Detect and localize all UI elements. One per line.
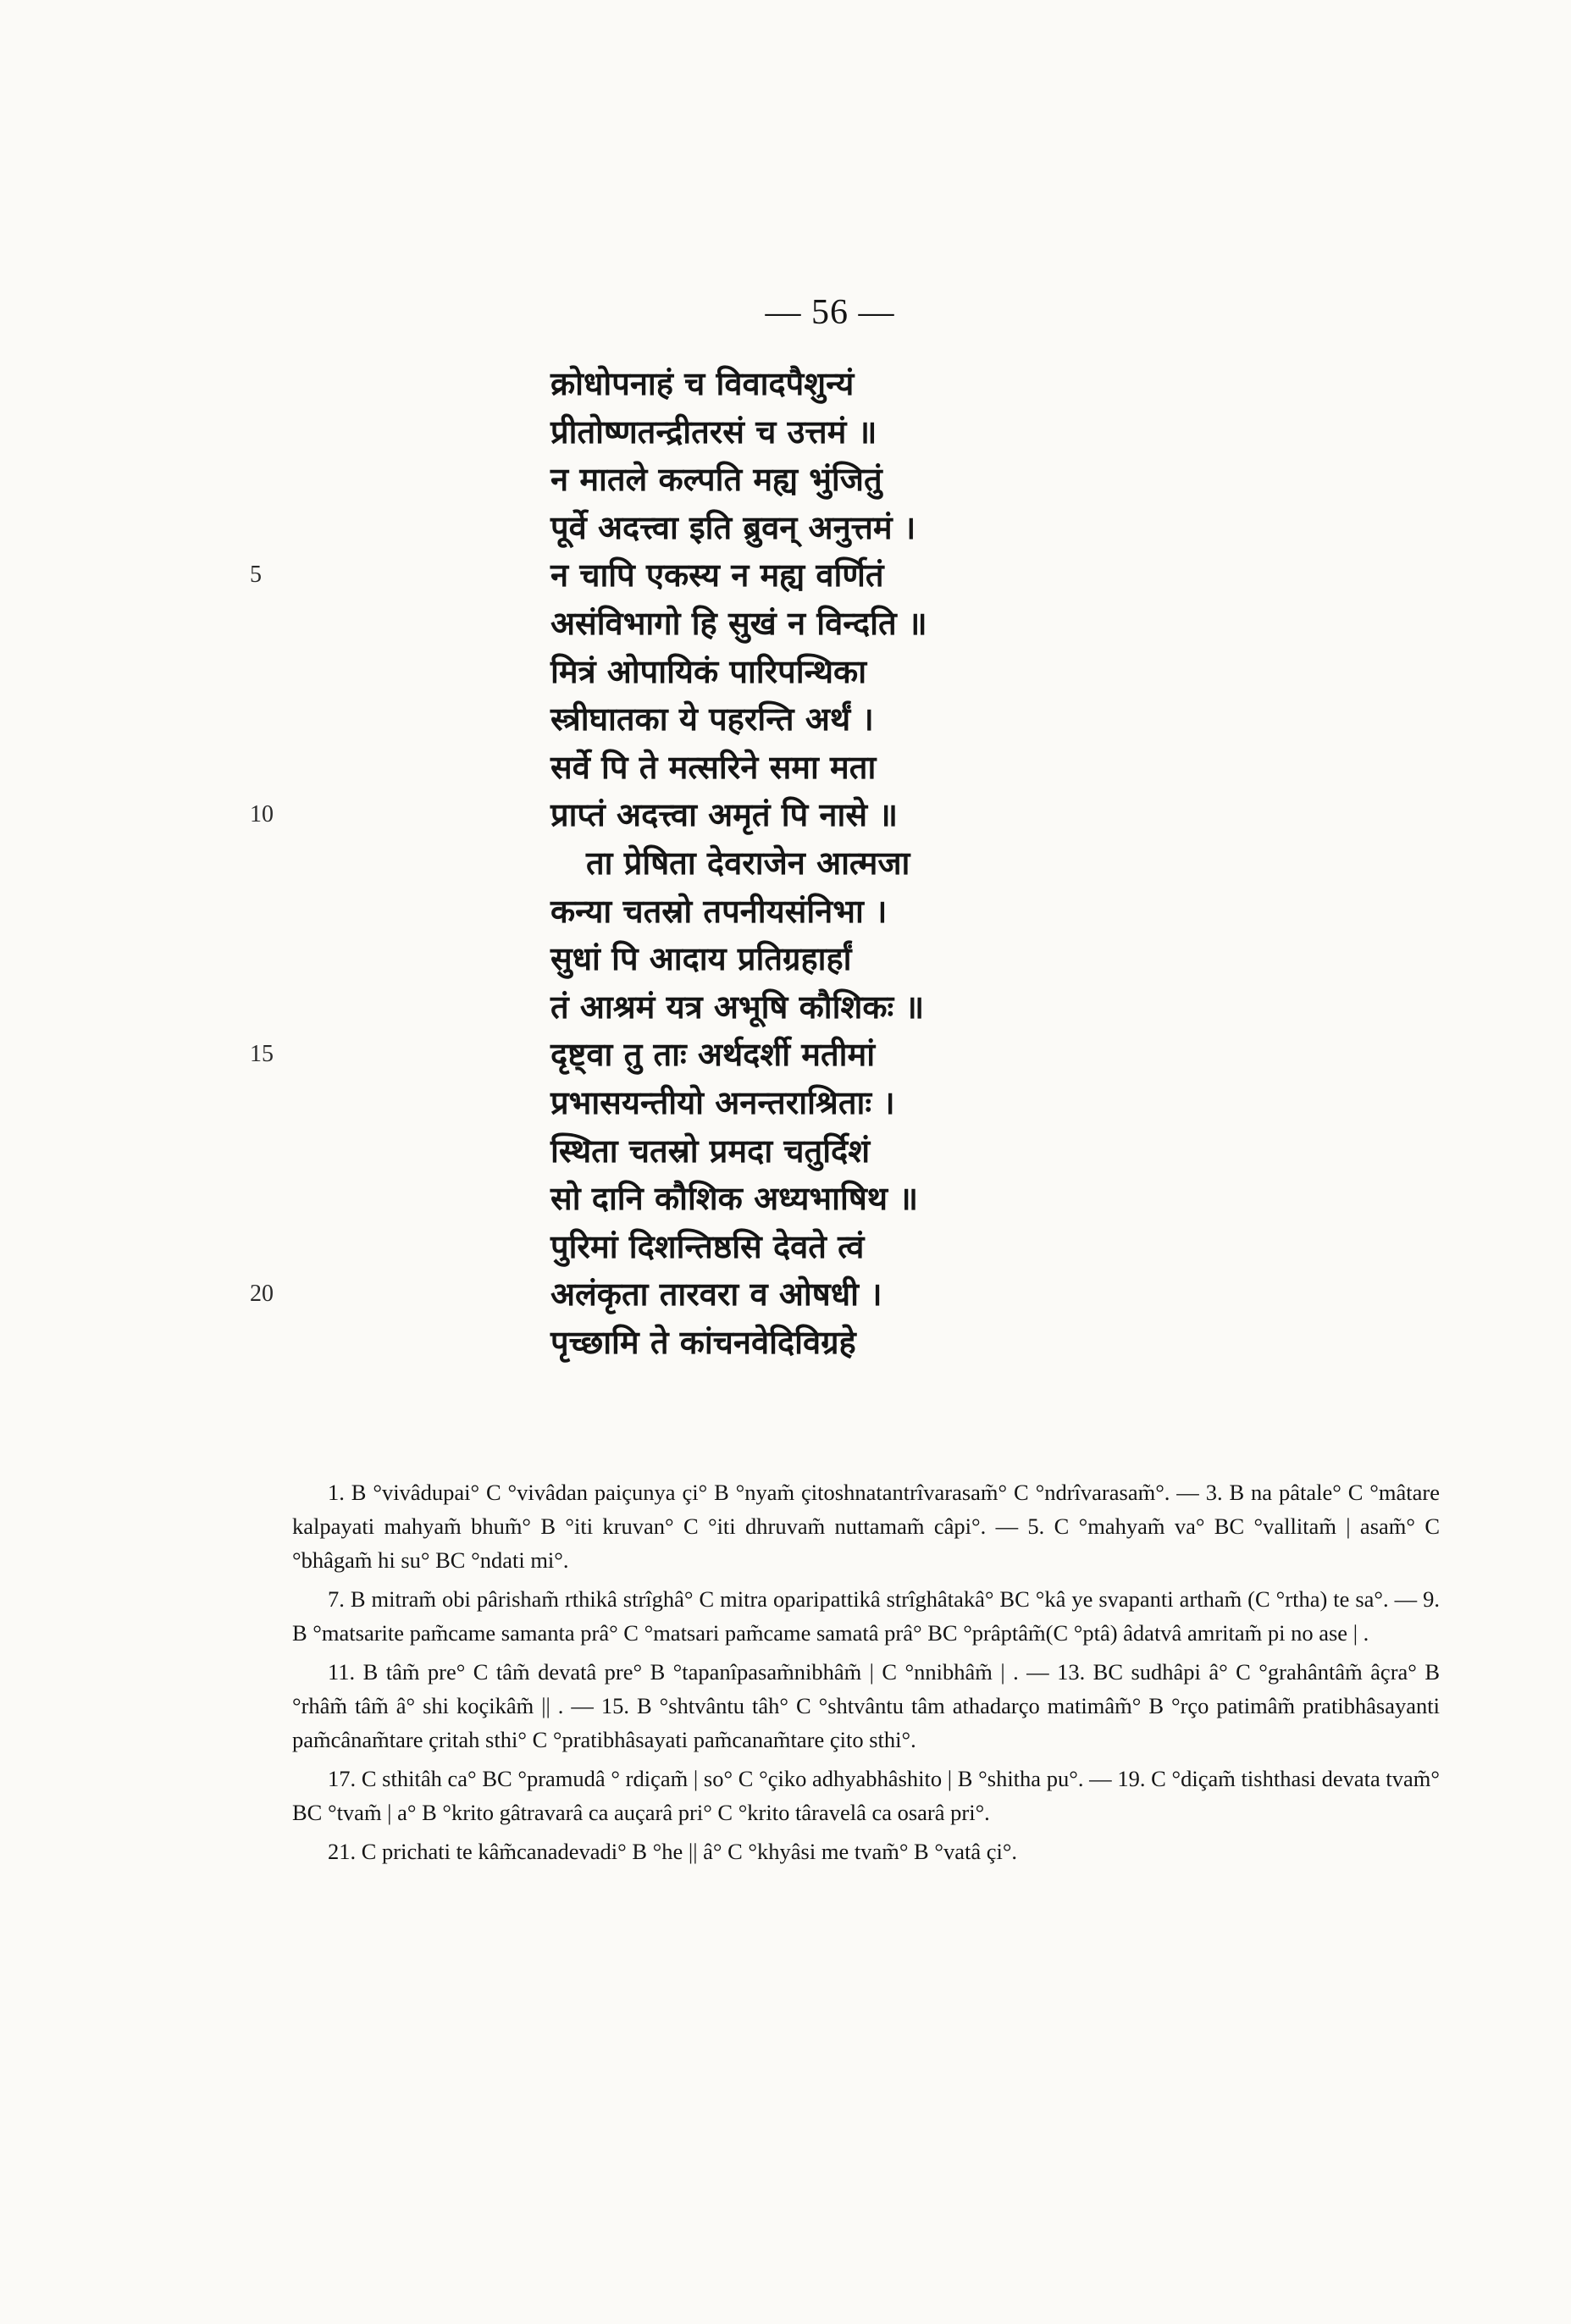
footnote: 11. B tâm̃ pre° C tâm̃ devatâ pre° B °tapanîpasam̃nibhâm̃ | C °nnibhâm̃ | . — 13. BC sudhâpi â° C °grahântâm̃ âçra° B °rhâm̃ tâm̃ â° shi koçikâm̃ || . — 15. B °shtvântu tâh° C °shtvântu tâm athadarço matimâm̃° B °rço patimâm̃ pratibhâsayanti pam̃cânam̃tare çritah sthi° C °pratibhâsayati pam̃canam̃tare çito sthi°. [292, 1659, 1440, 1752]
verse-line: प्रभासयन्तीयो अनन्तराश्रिताः । [550, 1083, 895, 1121]
footnote: 17. C sthitâh ca° BC °pramudâ ° rdiçam̃ | so° C °çiko adhyabhâshito | B °shitha pu°. — 19. C °diçam̃ tishthasi devata tvam̃° BC °tvam̃ | a° B °krito gâtravarâ ca auçarâ pri° C °krito târavelâ ca osarâ pri°. [292, 1766, 1440, 1825]
footnote: 1. B °vivâdupai° C °vivâdan paiçunya çi° B °nyam̃ çitoshnatantrîvarasam̃° C °ndrîvarasam̃°. — 3. B na pâtale° C °mâtare kalpayati mahyam̃ bhum̃° B °iti kruvan° C °iti dhruvam̃ nuttamam̃ câpi°. — 5. C °mahyam̃ va° BC °vallitam̃ | asam̃° C °bhâgam̃ hi su° BC °ndati mi°. [292, 1480, 1440, 1573]
verse-line: तं आश्रमं यत्र अभूषि कौशिकः ॥ [550, 988, 925, 1026]
line-number: 10 [250, 801, 274, 828]
verse-line: कन्या चतस्रो तपनीयसंनिभा । [550, 892, 888, 930]
footnote: 21. C prichati te kâm̃canadevadi° B °he || â° C °khyâsi me tvam̃° B °vatâ çi°. [328, 1839, 1018, 1864]
verse-line: सुधां पि आदाय प्रतिग्रहार्हां [550, 940, 852, 978]
verse-line: सर्वे पि ते मत्सरिने समा मता [550, 748, 877, 786]
verse-line: प्रीतोष्णतन्द्रीतरसं च उत्तमं ॥ [550, 412, 877, 451]
verse-line: स्त्रीघातका ये पहरन्ति अर्थं । [550, 700, 874, 739]
verse-line: न चापि एकस्य न मह्य वर्णितं [550, 556, 884, 595]
verse-line: क्रोधोपनाहं च विवादपैशुन्यं [550, 365, 855, 402]
verse-line: ता प्रेषिता देवराजेन आत्मजा [586, 844, 910, 882]
footnote: 7. B mitram̃ obi pârisham̃ rthikâ strîghâ° C mitra oparipattikâ strîghâtakâ° BC °kâ ye svapanti artham̃ (C °rtha) te sa°. — 9. B °matsarite pam̃came samanta prâ° C °matsari pam̃came samatâ prâ° BC °prâptâm̃(C °ptâ) âdatvâ amritam̃ pi no ase | . [292, 1586, 1440, 1646]
verse-line: पूर्वे अदत्त्वा इति ब्रुवन् अनुत्तमं । [550, 508, 916, 546]
line-number: 15 [250, 1041, 274, 1068]
verse-line: सो दानि कौशिक अध्यभाषिथ ॥ [550, 1180, 919, 1218]
verse-block [550, 360, 1313, 1366]
verse-line: पृच्छामि ते कांचनवेदिविग्रहे [550, 1323, 856, 1361]
verse-line: असंविभागो हि सुखं न विन्दति ॥ [550, 604, 927, 642]
verse-line: स्थिता चतस्रो प्रमदा चतुर्दिशं [550, 1132, 871, 1170]
verse-line: अलंकृता तारवरा व ओषधी । [550, 1275, 882, 1314]
footnotes [292, 1475, 1440, 1873]
line-number: 5 [250, 562, 262, 589]
verse-line: मित्रं ओपायिकं पारिपन्थिका [550, 652, 867, 690]
page-number: — 56 — [765, 293, 895, 332]
verse-line: पुरिमां दिशन्तिष्ठसि देवते त्वं [550, 1227, 865, 1265]
verse-line: प्राप्तं अदत्त्वा अमृतं पि नासे ॥ [550, 796, 899, 834]
verse-line: दृष्ट्वा तु ताः अर्थदर्शी मतीमां [550, 1036, 876, 1074]
verse-line: न मातले कल्पति मह्य भुंजितुं [550, 461, 882, 499]
line-number: 20 [250, 1281, 274, 1308]
